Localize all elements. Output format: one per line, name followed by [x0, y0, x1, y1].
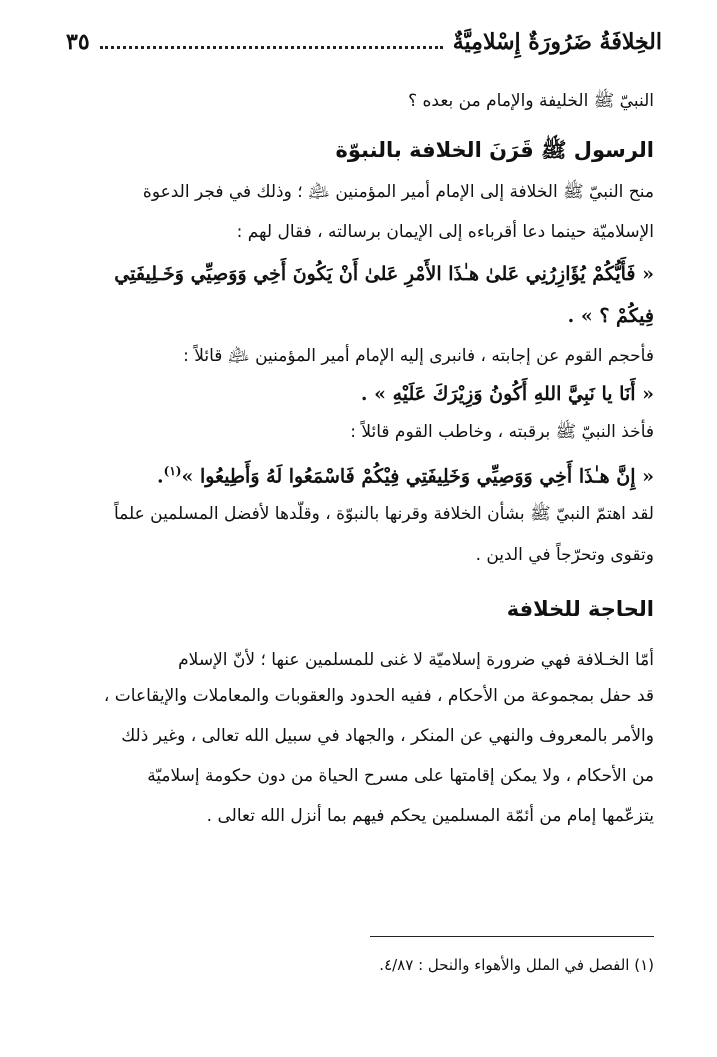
quote-line: فِيكُمْ ؟ » .: [567, 305, 654, 327]
main-text: [62, 82, 654, 836]
text-line: فأخذ النبيّ ﷺ برقبته ، وخاطب القوم قائلاً :: [350, 422, 654, 442]
text-line: وتقوى وتحرّجاً في الدين .: [475, 545, 654, 565]
text-line: الإسلاميّة حينما دعا أقرباءه إلى الإيمان برسالته ، فقال لهم :: [236, 222, 654, 242]
header-dotted-leader: [100, 46, 443, 49]
text-line: فأحجم القوم عن إجابته ، فانبرى إليه الإمام أمير المؤمنين ﵇ قائلاً :: [183, 346, 654, 366]
text-line: النبيّ ﷺ الخليفة والإمام من بعده ؟: [408, 91, 654, 111]
section-heading-caliphate-prophethood: الرسول ﷺ قَرَنَ الخلافة بالنبوّة: [335, 138, 654, 162]
text-line: من الأحكام ، ولا يمكن إقامتها على مسرح الحياة من دون حكومة إسلاميّة: [147, 766, 654, 786]
quote-line: [62, 450, 654, 492]
running-header: [66, 22, 662, 62]
footnote: (١) الفصل في الملل والأهواء والنحل : ٤/٨٧.: [379, 956, 654, 974]
section-heading-need-for-caliphate: الحاجة للخلافة: [506, 597, 654, 621]
quote-line: « أَنَا يا نَبِيَّ اللهِ أَكُونُ وَزِيْرَكَ عَلَيْهِ » .: [360, 383, 654, 405]
text-line: أمّا الخـلافة فهي ضرورة إسلاميّة لا غنى للمسلمين عنها ؛ لأنّ الإسلام: [178, 650, 654, 670]
text-line: منح النبيّ ﷺ الخلافة إلى الإمام أمير المؤمنين ﵇ ؛ وذلك في فجر الدعوة: [142, 182, 654, 202]
text-line: والأمر بالمعروف والنهي عن المنكر ، والجهاد في سبيل الله تعالى ، وغير ذلك: [121, 726, 654, 746]
text-line: لقد اهتمّ النبيّ ﷺ بشأن الخلافة وقرنها بالنبوّة ، وقلّدها لأفضل المسلمين علماً: [113, 504, 654, 524]
running-title: الخِلافَةُ ضَرُورَةٌ إِسْلامِيَّةٌ: [452, 29, 662, 55]
footnote-separator: [370, 936, 654, 937]
text-line: يتزعّمها إمام من أئمّة المسلمين يحكم فيهم بما أنزل الله تعالى .: [206, 806, 654, 826]
page-number: ٣٥: [66, 29, 90, 55]
quote-end: .: [157, 465, 164, 488]
text-line: قد حفل بمجموعة من الأحكام ، ففيه الحدود والعقوبات والمعاملات والإيقاعات ،: [103, 686, 654, 706]
quote-line: « فَأَيُّكُمْ يُؤَازِرُنِي عَلىٰ هـٰذَا الأَمْرِ عَلىٰ أَنْ يَكُونَ أَخِي وَوَصِيِّي وَخَـلِيفَتِي: [114, 263, 654, 285]
quote-text: « إِنَّ هـٰذَا أَخِي وَوَصِيِّي وَخَلِيفَتِي فِيْكُمْ فَاسْمَعُوا لَهُ وَأَطِيعُوا »: [181, 465, 654, 488]
footnote-reference: (١): [163, 464, 182, 478]
